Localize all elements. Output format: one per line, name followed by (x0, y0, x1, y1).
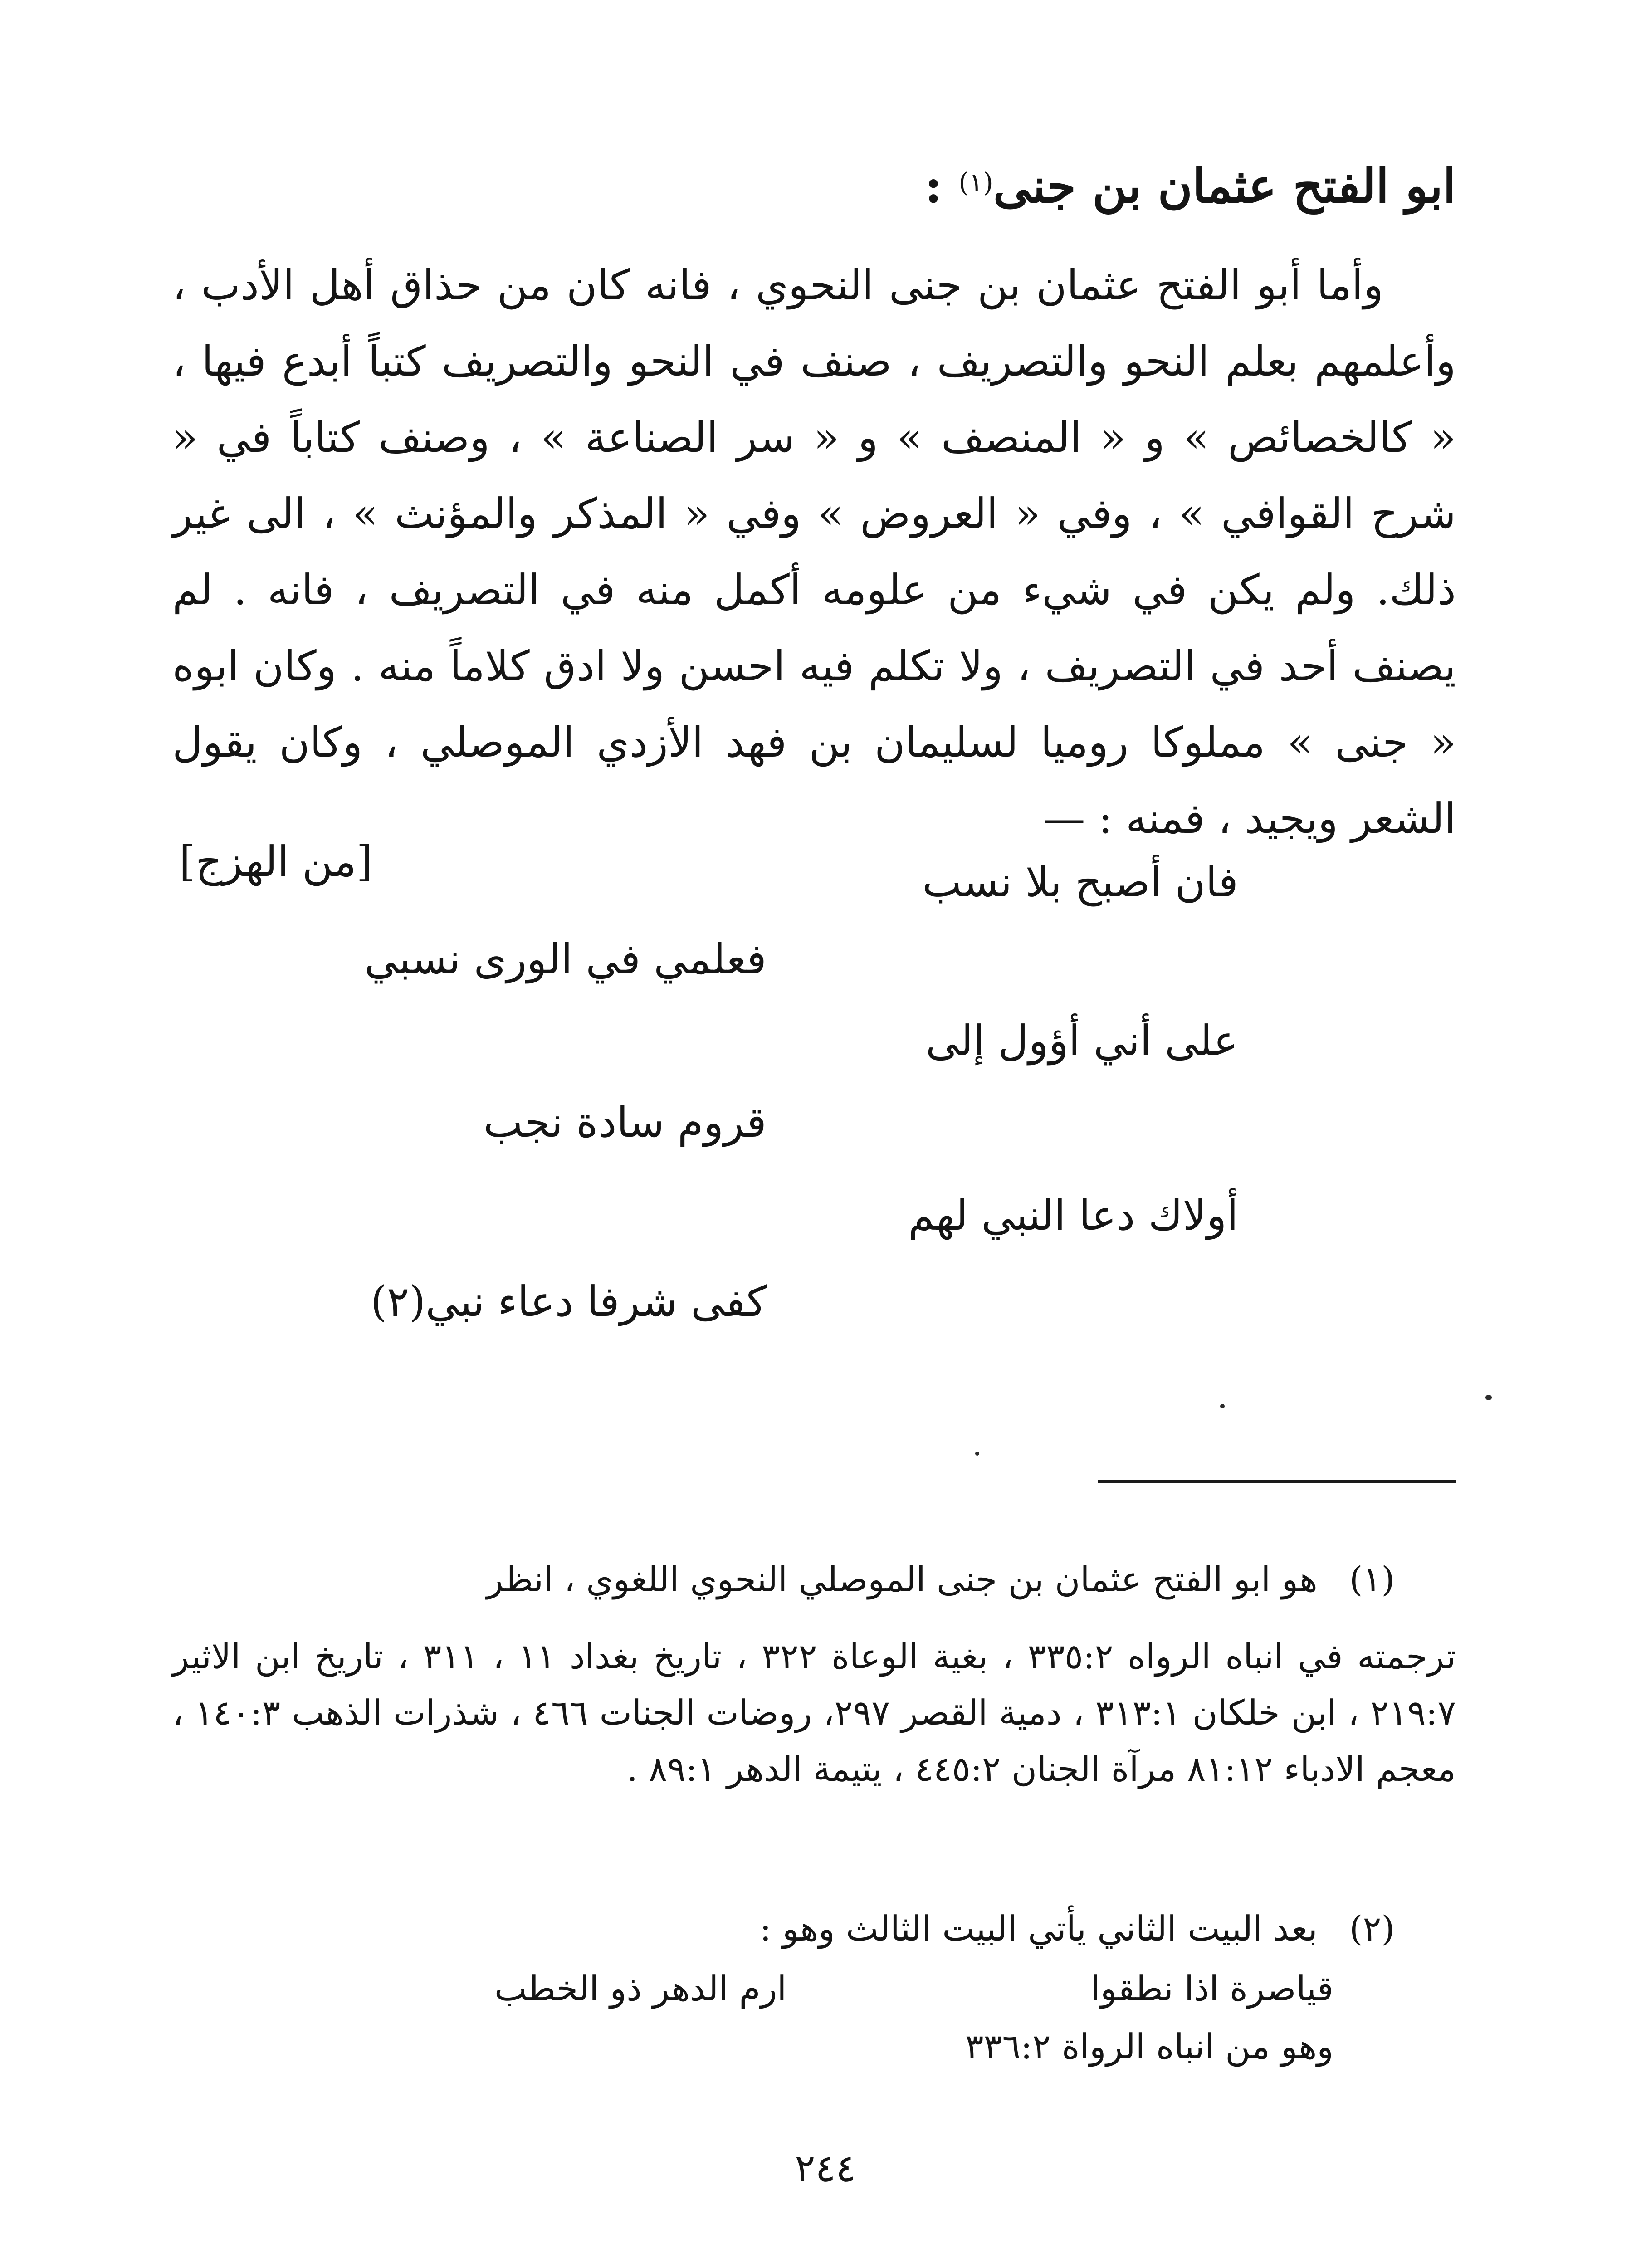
footnote-1-intro: هو ابو الفتح عثمان بن جنى الموصلي النحوي اللغوي ، انظر (486, 1559, 1318, 1599)
verse-3-first-hemistich: أولاك دعا النبي لهم (908, 1191, 1238, 1240)
heading-colon: : (924, 158, 943, 214)
scan-speck (1220, 1404, 1225, 1408)
footnote-2-source: وهو من انباه الرواة ٣٣٦:٢ (965, 2026, 1334, 2067)
verse-3-second-hemistich: كفى شرفا دعاء نبي(٢) (370, 1277, 767, 1326)
verse-2-second-hemistich: قروم سادة نجب (483, 1098, 767, 1147)
footnote-2-intro: بعد البيت الثاني يأتي البيت الثالث وهو : (760, 1908, 1318, 1949)
footnote-2-number: (٢) (1349, 1908, 1395, 1949)
section-heading (186, 154, 1456, 218)
verse-1-second-hemistich: فعلمي في الورى نسبي (364, 935, 767, 983)
scan-speck (1485, 1395, 1492, 1400)
footnote-2-verse-first: قياصرة اذا نطقوا (1090, 1968, 1334, 2009)
footnote-2-verse (494, 1960, 1334, 2017)
paragraph-text: وأما أبو الفتح عثمان بن جنى النحوي ، فانه كان من حذاق أهل الأدب ، وأعلمهم بعلم النحو والتصريف ، صنف في النحو والتصريف كتباً أبدع فيها ، « كالخصائص » و « المنصف » و « سر الصناعة » ، وصنف كتاباً في « شرح القوافي » ، وفي « العروض » وفي « المذكر والمؤنث » ، الى غير ذلك. ولم يكن في شيء من علومه أكمل منه في التصريف ، فانه . لم يصنف أحد في التصريف ، ولا تكلم فيه احسن ولا ادق كلاماً منه . وكان ابوه « جنى » مملوكا روميا لسليمان بن فهد الأزدي الموصلي ، وكان يقول الشعر ويجيد ، فمنه : — (172, 261, 1456, 843)
footnote-2-verse-second: ارم الدهر ذو الخطب (494, 1968, 787, 2009)
footnote-1-sources: ترجمته في انباه الرواه ٣٣٥:٢ ، بغية الوعاة ٣٢٢ ، تاريخ بغداد ١١ ، ٣١١ ، تاريخ ابن الاثير ٢١٩:٧ ، ابن خلكان ٣١٣:١ ، دمية القصر ٢٩٧، روضات الجنات ٤٦٦ ، شذرات الذهب ١٤٠:٣ ، معجم الادباء ٨١:١٢ مرآة الجنان ٤٤٥:٢ ، يتيمة الدهر ٨٩:١ . (172, 1636, 1456, 1789)
footnote-2-first-line (760, 1901, 1395, 1957)
scan-speck (975, 1452, 979, 1456)
heading-title: ابو الفتح عثمان بن جنى (993, 158, 1456, 214)
verse-2-first-hemistich: على أني أؤول إلى (925, 1017, 1238, 1065)
footnote-1-number: (١) (1349, 1559, 1395, 1599)
footnote-1-first-line (487, 1551, 1395, 1608)
page-number: ٢٤٤ (795, 2146, 856, 2190)
verse-1-first-hemistich: فان أصبح بلا نسب (922, 858, 1238, 906)
footnote-separator-rule (1098, 1480, 1456, 1483)
biography-paragraph (172, 247, 1456, 857)
heading-footnote-ref: (١) (958, 167, 993, 198)
poem-meter-label: [من الهزج] (179, 837, 373, 886)
